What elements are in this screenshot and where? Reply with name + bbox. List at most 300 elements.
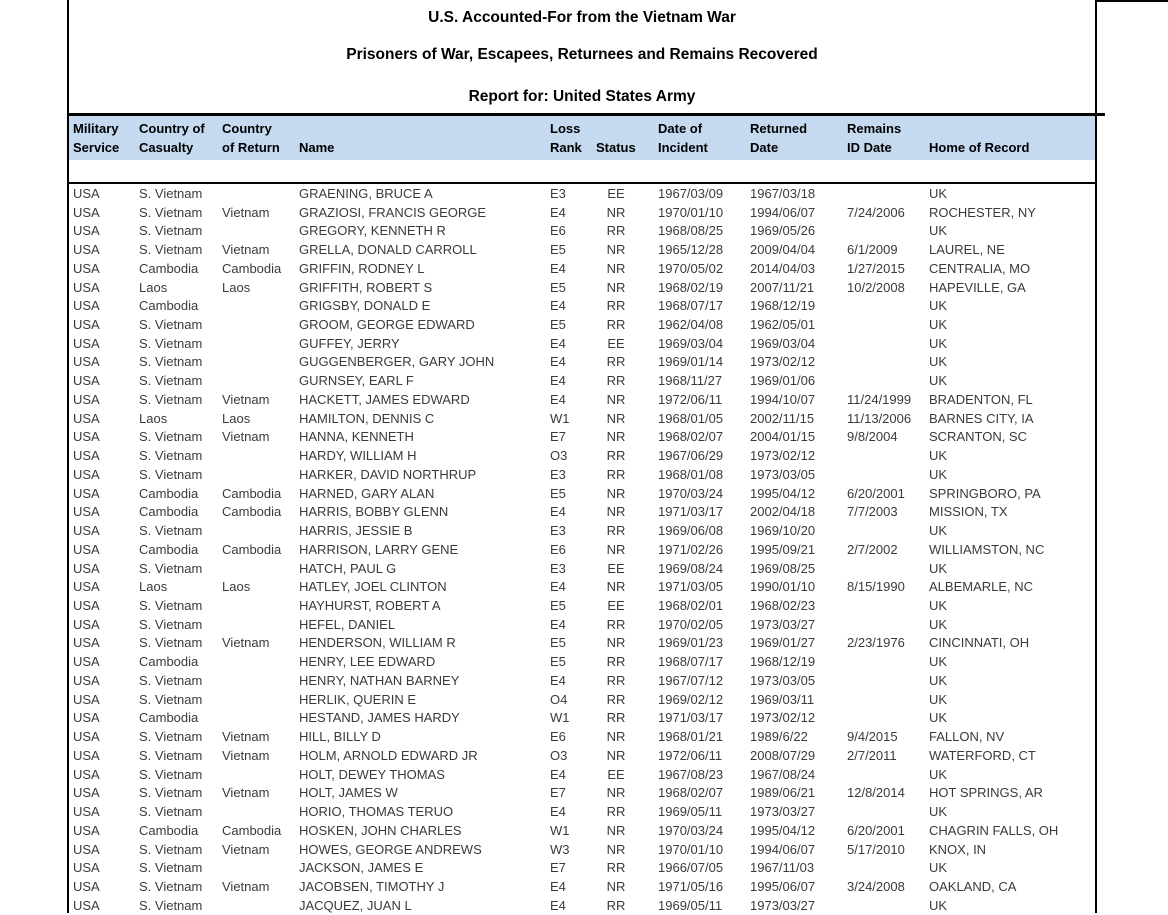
header-cell-home_of_record (925, 116, 1095, 160)
cell-country_return: Cambodia (222, 541, 282, 557)
cell-status: RR (606, 691, 626, 707)
cell-loss_rank: E4 (550, 579, 566, 595)
cell-remains_id_date (843, 521, 925, 540)
cell-country_return: Vietnam (222, 729, 270, 745)
table-row (69, 334, 1095, 353)
cell-returned_date: 1995/04/12 (750, 485, 816, 501)
cell-service: USA (73, 523, 100, 539)
cell-status: RR (606, 373, 626, 389)
cell-country_return: Cambodia (222, 504, 282, 520)
cell-date_incident: 1965/12/28 (658, 242, 724, 258)
table-row (69, 577, 1095, 596)
cell-returned_date: 1995/09/21 (750, 541, 816, 557)
cell-remains_id_date: 10/2/2008 (847, 279, 905, 295)
cell-country_casualty: S. Vietnam (139, 672, 203, 688)
table-row (69, 746, 1095, 765)
cell-home_of_record: ROCHESTER, NY (929, 204, 1036, 220)
cell-date_incident: 1968/02/07 (658, 429, 724, 445)
cell-country_casualty: S. Vietnam (139, 429, 203, 445)
cell-returned_date: 1990/01/10 (750, 579, 816, 595)
cell-service: USA (73, 279, 100, 295)
cell-loss_rank: E5 (550, 317, 566, 332)
cell-remains_id_date (843, 371, 925, 390)
cell-service: USA (73, 785, 100, 801)
cell-loss_rank: E6 (550, 729, 566, 745)
cell-date_incident: 1970/05/02 (658, 260, 724, 276)
accounted-for-table (69, 116, 1095, 915)
table-row (69, 502, 1095, 521)
header-line1: Date of (658, 121, 703, 136)
cell-country_return: Vietnam (222, 204, 270, 220)
table-row (69, 521, 1095, 540)
cell-loss_rank: W1 (550, 710, 570, 726)
table-row (69, 540, 1095, 559)
cell-country_casualty: S. Vietnam (139, 185, 203, 201)
header-line2: Name (299, 140, 335, 155)
cell-loss_rank: E4 (550, 354, 566, 370)
cell-date_incident: 1970/02/05 (658, 616, 724, 632)
header-cell-name (295, 116, 546, 160)
cell-status: EE (607, 598, 625, 614)
cell-returned_date: 1969/03/11 (750, 691, 815, 707)
cell-home_of_record: OAKLAND, CA (929, 879, 1017, 895)
table-row (69, 353, 1095, 372)
cell-status: NR (606, 429, 626, 445)
cell-name: HATLEY, JOEL CLINTON (299, 579, 447, 595)
cell-remains_id_date: 2/23/1976 (847, 635, 905, 651)
cell-name: HENRY, LEE EDWARD (299, 654, 436, 670)
cell-home_of_record: CHAGRIN FALLS, OH (929, 822, 1059, 838)
header-line1: Returned (750, 121, 808, 136)
cell-home_of_record: UK (929, 710, 948, 726)
table-row (69, 634, 1095, 653)
cell-returned_date: 2009/04/04 (750, 242, 816, 258)
cell-country_casualty: S. Vietnam (139, 785, 203, 801)
cell-returned_date: 1969/05/26 (750, 223, 816, 239)
cell-home_of_record: LAUREL, NE (929, 242, 1005, 258)
header-gap-cell (69, 160, 1095, 183)
cell-status: NR (606, 729, 626, 745)
header-cell-service (69, 116, 135, 160)
cell-status: NR (606, 541, 626, 557)
cell-name: HORIO, THOMAS TERUO (299, 804, 454, 820)
cell-remains_id_date: 11/13/2006 (847, 410, 912, 426)
cell-status: RR (606, 672, 626, 688)
table-row (69, 390, 1095, 409)
cell-loss_rank: E7 (550, 429, 566, 445)
cell-name: HACKETT, JAMES EDWARD (299, 391, 470, 407)
header-line1 (929, 119, 1095, 139)
cell-country_return: Vietnam (222, 841, 270, 857)
cell-country_return (218, 559, 295, 578)
cell-date_incident: 1968/01/21 (658, 729, 724, 745)
cell-home_of_record: UK (929, 298, 948, 314)
cell-returned_date: 1968/12/19 (750, 654, 816, 670)
cell-service: USA (73, 354, 100, 370)
cell-country_return (218, 802, 295, 821)
cell-status: RR (606, 616, 626, 632)
cell-country_casualty: Cambodia (139, 654, 199, 670)
cell-country_casualty: Laos (139, 579, 168, 595)
table-row (69, 596, 1095, 615)
cell-service: USA (73, 729, 100, 745)
cell-date_incident: 1970/01/10 (658, 204, 724, 220)
cell-name: JACOBSEN, TIMOTHY J (299, 879, 445, 895)
cell-status: RR (606, 860, 626, 876)
cell-returned_date: 2014/04/03 (750, 260, 816, 276)
cell-country_return (218, 353, 295, 372)
cell-service: USA (73, 654, 100, 670)
table-row (69, 559, 1095, 578)
cell-country_return: Laos (222, 279, 251, 295)
cell-country_return (218, 765, 295, 784)
cell-loss_rank: E4 (550, 391, 566, 407)
cell-loss_rank: E6 (550, 223, 566, 239)
cell-remains_id_date (843, 709, 925, 728)
table-row (69, 240, 1095, 259)
cell-loss_rank: O3 (550, 448, 568, 464)
cell-country_return (218, 334, 295, 353)
header-line2: Service (73, 140, 120, 155)
cell-name: HARKER, DAVID NORTHRUP (299, 466, 477, 482)
cell-status: NR (606, 410, 626, 426)
cell-service: USA (73, 485, 100, 501)
cell-loss_rank: E4 (550, 897, 566, 913)
cell-loss_rank: E7 (550, 785, 566, 801)
cell-service: USA (73, 204, 100, 220)
cell-remains_id_date (843, 446, 925, 465)
cell-returned_date: 1973/03/05 (750, 672, 816, 688)
cell-country_return (218, 183, 295, 203)
cell-remains_id_date (843, 559, 925, 578)
cell-remains_id_date: 12/8/2014 (847, 785, 905, 801)
cell-returned_date: 1995/06/07 (750, 879, 816, 895)
cell-status: RR (606, 523, 626, 539)
cell-status: RR (606, 317, 626, 332)
cell-country_return: Cambodia (222, 260, 282, 276)
cell-country_return (218, 652, 295, 671)
table-row (69, 296, 1095, 315)
cell-loss_rank: E4 (550, 204, 566, 220)
cell-name: JACQUEZ, JUAN L (299, 897, 412, 913)
cell-date_incident: 1972/06/11 (658, 747, 723, 763)
cell-country_casualty: S. Vietnam (139, 747, 203, 763)
cell-name: HAMILTON, DENNIS C (299, 410, 435, 426)
cell-home_of_record: CINCINNATI, OH (929, 635, 1030, 651)
cell-remains_id_date: 6/20/2001 (847, 822, 905, 838)
cell-returned_date: 2002/11/15 (750, 410, 815, 426)
cell-returned_date: 1967/03/18 (750, 185, 816, 201)
cell-date_incident: 1968/07/17 (658, 298, 724, 314)
table-row (69, 858, 1095, 877)
cell-name: GRIFFITH, ROBERT S (299, 279, 433, 295)
cell-remains_id_date (843, 896, 925, 915)
cell-returned_date: 1969/01/06 (750, 373, 816, 389)
cell-country_casualty: Cambodia (139, 822, 199, 838)
cell-country_casualty: S. Vietnam (139, 860, 203, 876)
cell-date_incident: 1968/02/01 (658, 598, 724, 614)
cell-loss_rank: E5 (550, 598, 566, 614)
cell-returned_date: 1973/03/27 (750, 897, 816, 913)
header-line1: Loss (550, 121, 581, 136)
cell-service: USA (73, 373, 100, 389)
cell-remains_id_date: 2/7/2002 (847, 541, 898, 557)
cell-loss_rank: E5 (550, 242, 566, 258)
cell-service: USA (73, 579, 100, 595)
cell-returned_date: 2004/01/15 (750, 429, 816, 445)
cell-status: RR (606, 448, 626, 464)
cell-status: NR (606, 579, 626, 595)
cell-date_incident: 1968/02/07 (658, 785, 724, 801)
cell-home_of_record: UK (929, 691, 948, 707)
cell-remains_id_date: 5/17/2010 (847, 841, 905, 857)
cell-remains_id_date (843, 353, 925, 372)
cell-name: HENDERSON, WILLIAM R (299, 635, 456, 651)
cell-loss_rank: E3 (550, 466, 566, 482)
cell-date_incident: 1967/08/23 (658, 766, 724, 782)
cell-name: HATCH, PAUL G (299, 560, 397, 576)
cell-returned_date: 1995/04/12 (750, 822, 816, 838)
cell-loss_rank: E6 (550, 541, 566, 557)
cell-name: HARRISON, LARRY GENE (299, 541, 459, 557)
cell-country_casualty: S. Vietnam (139, 841, 203, 857)
cell-home_of_record: UK (929, 560, 948, 576)
header-line2: Casualty (139, 140, 194, 155)
table-row (69, 428, 1095, 447)
cell-service: USA (73, 541, 100, 557)
cell-loss_rank: E4 (550, 504, 566, 520)
table-row (69, 690, 1095, 709)
header-cell-remains_id_date (843, 116, 925, 160)
cell-name: HERLIK, QUERIN E (299, 691, 417, 707)
cell-remains_id_date: 8/15/1990 (847, 579, 905, 595)
cell-loss_rank: E5 (550, 279, 566, 295)
table-row (69, 671, 1095, 690)
report-page (67, 0, 1097, 913)
cell-country_return (218, 221, 295, 240)
cell-status: RR (606, 804, 626, 820)
cell-country_casualty: Cambodia (139, 298, 199, 314)
cell-country_casualty: S. Vietnam (139, 729, 203, 745)
header-line2: of Return (222, 140, 280, 155)
cell-home_of_record: HOT SPRINGS, AR (929, 785, 1043, 801)
cell-remains_id_date (843, 296, 925, 315)
cell-status: EE (607, 335, 625, 351)
cell-country_return: Vietnam (222, 635, 270, 651)
cell-remains_id_date (843, 465, 925, 484)
cell-country_return (218, 521, 295, 540)
cell-date_incident: 1971/03/05 (658, 579, 724, 595)
header-line1: Country (222, 121, 272, 136)
cell-country_casualty: S. Vietnam (139, 204, 203, 220)
cell-name: HOSKEN, JOHN CHARLES (299, 822, 462, 838)
cell-date_incident: 1969/05/11 (658, 897, 723, 913)
cell-date_incident: 1968/08/25 (658, 223, 724, 239)
cell-remains_id_date (843, 671, 925, 690)
cell-name: GURNSEY, EARL F (299, 373, 414, 389)
cell-name: HENRY, NATHAN BARNEY (299, 672, 460, 688)
cell-status: NR (606, 391, 626, 407)
cell-loss_rank: O3 (550, 747, 568, 763)
cell-returned_date: 1989/6/22 (750, 729, 808, 745)
cell-returned_date: 1962/05/01 (750, 317, 816, 332)
cell-service: USA (73, 335, 100, 351)
cell-country_return (218, 465, 295, 484)
cell-remains_id_date: 7/24/2006 (847, 204, 905, 220)
cell-service: USA (73, 879, 100, 895)
cell-name: GUFFEY, JERRY (299, 335, 400, 351)
table-body (69, 160, 1095, 915)
cell-returned_date: 1967/11/03 (750, 860, 815, 876)
cell-home_of_record: CENTRALIA, MO (929, 260, 1031, 276)
cell-loss_rank: E4 (550, 804, 566, 820)
cell-status: RR (606, 223, 626, 239)
cell-loss_rank: W1 (550, 822, 570, 838)
cell-name: HILL, BILLY D (299, 729, 381, 745)
cell-remains_id_date (843, 858, 925, 877)
cell-country_casualty: S. Vietnam (139, 804, 203, 820)
cell-country_return: Vietnam (222, 785, 270, 801)
cell-service: USA (73, 504, 100, 520)
cell-name: GRAZIOSI, FRANCIS GEORGE (299, 204, 487, 220)
cell-country_casualty: S. Vietnam (139, 373, 203, 389)
cell-date_incident: 1968/02/19 (658, 279, 724, 295)
table-row (69, 802, 1095, 821)
cell-country_return (218, 371, 295, 390)
cell-country_return (218, 896, 295, 915)
cell-service: USA (73, 860, 100, 876)
cell-returned_date: 1968/02/23 (750, 598, 816, 614)
cell-home_of_record: SCRANTON, SC (929, 429, 1027, 445)
cell-country_casualty: S. Vietnam (139, 317, 203, 332)
header-cell-country_casualty (135, 116, 218, 160)
cell-date_incident: 1962/04/08 (658, 317, 724, 332)
cell-service: USA (73, 391, 100, 407)
cell-home_of_record: UK (929, 354, 948, 370)
cell-country_return (218, 690, 295, 709)
cell-name: HOLT, JAMES W (299, 785, 398, 801)
cell-loss_rank: W1 (550, 410, 570, 426)
table-row (69, 409, 1095, 428)
cell-name: HARDY, WILLIAM H (299, 448, 417, 464)
header-cell-returned_date (746, 116, 843, 160)
cell-date_incident: 1967/06/29 (658, 448, 724, 464)
header-cell-loss_rank (546, 116, 592, 160)
cell-remains_id_date: 2/7/2011 (847, 747, 897, 763)
cell-remains_id_date (843, 596, 925, 615)
cell-country_return (218, 596, 295, 615)
cell-home_of_record: UK (929, 804, 948, 820)
header-line1: Military (73, 121, 119, 136)
cell-service: USA (73, 841, 100, 857)
cell-name: GRIFFIN, RODNEY L (299, 260, 425, 276)
cell-returned_date: 1973/03/05 (750, 466, 816, 482)
cell-country_casualty: Cambodia (139, 485, 199, 501)
cell-service: USA (73, 223, 100, 239)
cell-country_casualty: S. Vietnam (139, 448, 203, 464)
table-row (69, 877, 1095, 896)
cell-status: NR (606, 242, 626, 258)
report-header (69, 9, 1095, 106)
cell-country_casualty: Cambodia (139, 504, 199, 520)
cell-name: HEFEL, DANIEL (299, 616, 396, 632)
cell-service: USA (73, 747, 100, 763)
cell-date_incident: 1969/03/04 (658, 335, 724, 351)
cell-home_of_record: MISSION, TX (929, 504, 1008, 520)
cell-name: HESTAND, JAMES HARDY (299, 710, 460, 726)
cell-date_incident: 1971/02/26 (658, 541, 724, 557)
cell-service: USA (73, 822, 100, 838)
cell-home_of_record: UK (929, 672, 948, 688)
cell-loss_rank: E4 (550, 672, 566, 688)
cell-remains_id_date: 6/1/2009 (847, 242, 898, 258)
cell-country_return (218, 446, 295, 465)
cell-service: USA (73, 185, 100, 201)
cell-name: GRAENING, BRUCE A (299, 185, 433, 201)
cell-service: USA (73, 260, 100, 276)
cell-returned_date: 1994/06/07 (750, 204, 816, 220)
cell-date_incident: 1972/06/11 (658, 391, 723, 407)
table-row (69, 183, 1095, 203)
cell-service: USA (73, 242, 100, 258)
cell-status: EE (607, 185, 625, 201)
cell-date_incident: 1968/11/27 (658, 373, 723, 389)
cell-date_incident: 1968/01/08 (658, 466, 724, 482)
cell-name: GUGGENBERGER, GARY JOHN (299, 354, 495, 370)
cell-home_of_record: UK (929, 616, 948, 632)
header-line1: Country of (139, 121, 205, 136)
cell-service: USA (73, 635, 100, 651)
cell-home_of_record: WILLIAMSTON, NC (929, 541, 1045, 557)
header-line2: Rank (550, 140, 582, 155)
cell-returned_date: 1973/02/12 (750, 354, 816, 370)
cell-returned_date: 1973/02/12 (750, 710, 816, 726)
cell-home_of_record: BARNES CITY, IA (929, 410, 1034, 426)
cell-home_of_record: UK (929, 448, 948, 464)
cell-date_incident: 1971/05/16 (658, 879, 724, 895)
cell-loss_rank: E4 (550, 298, 566, 314)
table-row (69, 259, 1095, 278)
cell-service: USA (73, 598, 100, 614)
cell-loss_rank: E4 (550, 335, 566, 351)
cell-country_casualty: Cambodia (139, 541, 199, 557)
cell-loss_rank: E5 (550, 654, 566, 670)
cell-country_casualty: Laos (139, 279, 168, 295)
cell-home_of_record: HAPEVILLE, GA (929, 279, 1026, 295)
cell-status: EE (607, 766, 625, 782)
cell-country_casualty: S. Vietnam (139, 616, 203, 632)
cell-date_incident: 1966/07/05 (658, 860, 724, 876)
cell-returned_date: 1969/03/04 (750, 335, 816, 351)
cell-home_of_record: UK (929, 317, 948, 332)
cell-status: RR (606, 354, 626, 370)
table-row (69, 278, 1095, 297)
cell-service: USA (73, 710, 100, 726)
cell-country_casualty: S. Vietnam (139, 635, 203, 651)
cell-country_casualty: S. Vietnam (139, 223, 203, 239)
cell-country_casualty: S. Vietnam (139, 242, 203, 258)
cell-name: GROOM, GEORGE EDWARD (299, 317, 475, 332)
cell-name: HARRIS, BOBBY GLENN (299, 504, 449, 520)
cell-returned_date: 1973/02/12 (750, 448, 816, 464)
cell-country_return (218, 858, 295, 877)
cell-service: USA (73, 317, 100, 332)
table-row (69, 221, 1095, 240)
cell-country_casualty: S. Vietnam (139, 335, 203, 351)
cell-loss_rank: E5 (550, 485, 566, 501)
cell-date_incident: 1967/07/12 (658, 672, 724, 688)
cell-name: HOWES, GEORGE ANDREWS (299, 841, 482, 857)
